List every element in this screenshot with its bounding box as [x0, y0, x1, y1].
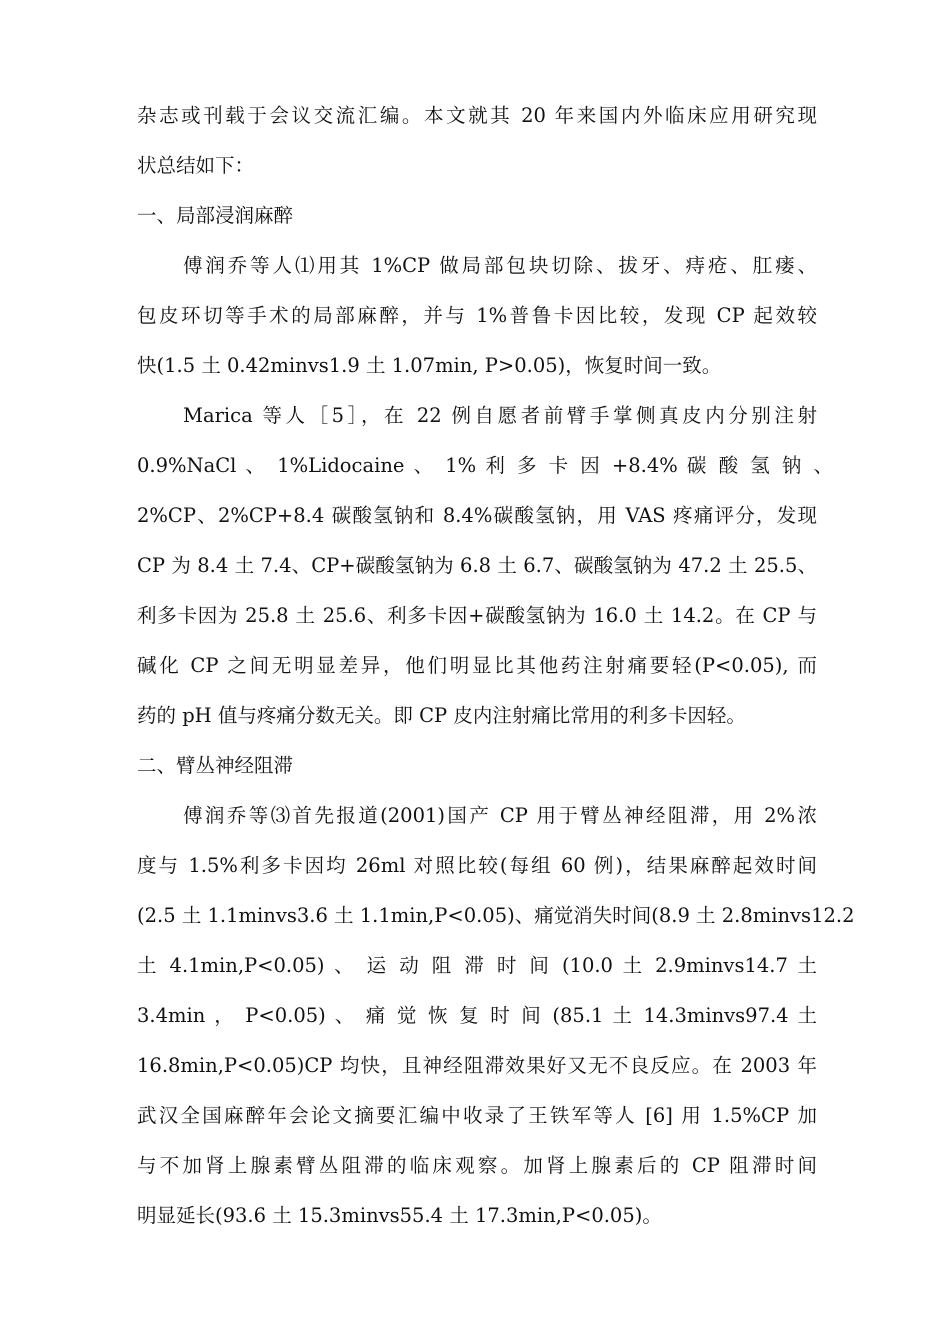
paragraph-line: Marica 等人［5］，在 22 例自愿者前臂手掌侧真皮内分别注射 [183, 404, 817, 427]
paragraph-line: 度与 1.5%利多卡因均 26ml 对照比较(每组 60 例)，结果麻醉起效时间 [137, 854, 817, 877]
paragraph-line: 利多卡因为 25.8 土 25.6、利多卡因+碳酸氢钠为 16.0 土 14.2。在 CP 与 [137, 604, 817, 627]
section-heading-brachial-plexus: 二、臂丛神经阻滞 [137, 754, 294, 777]
paragraph-line: 武汉全国麻醉年会论文摘要汇编中收录了王铁军等人 [6] 用 1.5%CP 加 [137, 1104, 817, 1127]
paragraph-line: 2%CP、2%CP+8.4 碳酸氢钠和 8.4%碳酸氢钠，用 VAS 疼痛评分，发现 [137, 504, 817, 527]
paragraph-line: 0.9%NaCl 、 1%Lidocaine 、 1% 利 多 卡 因 +8.4% 碳 酸 氢 钠 、 [137, 454, 833, 477]
paragraph-line: 3.4min ， P<0.05) 、 痛 觉 恢 复 时 间 (85.1 土 14.3minvs97.4 土 [137, 1004, 817, 1027]
paragraph-line: 明显延长(93.6 土 15.3minvs55.4 土 17.3min,P<0.05)。 [137, 1204, 662, 1227]
paragraph-line: 快(1.5 土 0.42minvs1.9 土 1.07min, P>0.05)，恢复时间一致。 [137, 354, 722, 377]
paragraph-line: CP 为 8.4 土 7.4、CP+碳酸氢钠为 6.8 土 6.7、碳酸氢钠为 47.2 土 25.5、 [137, 554, 817, 577]
paragraph-line: 药的 pH 值与疼痛分数无关。即 CP 皮内注射痛比常用的利多卡因轻。 [137, 704, 746, 727]
paragraph-line: 状总结如下： [137, 154, 255, 177]
paragraph-line: 16.8min,P<0.05)CP 均快，且神经阻滞效果好又无不良反应。在 2003 年 [137, 1054, 817, 1077]
paragraph-line: 与不加肾上腺素臂丛阻滞的临床观察。加肾上腺素后的 CP 阻滞时间 [137, 1154, 817, 1177]
paragraph-line: 土 4.1min,P<0.05) 、 运 动 阻 滞 时 间 (10.0 土 2.9minvs14.7 土 [137, 954, 817, 977]
paragraph-line: 傅润乔等人⑴用其 1%CP 做局部包块切除、拔牙、痔疮、肛瘘、 [183, 254, 817, 277]
paragraph-line: 碱化 CP 之间无明显差异，他们明显比其他药注射痛要轻(P<0.05), 而 [137, 654, 817, 677]
paragraph-line: 杂志或刊载于会议交流汇编。本文就其 20 年来国内外临床应用研究现 [137, 104, 817, 127]
paragraph-line: 包皮环切等手术的局部麻醉，并与 1%普鲁卡因比较，发现 CP 起效较 [137, 304, 817, 327]
paragraph-line: (2.5 土 1.1minvs3.6 土 1.1min,P<0.05)、痛觉消失时间(8.9 土 2.8minvs12.2 [137, 904, 855, 927]
paragraph-line: 傅润乔等⑶首先报道(2001)国产 CP 用于臂丛神经阻滞，用 2%浓 [183, 804, 817, 827]
section-heading-local-infiltration: 一、局部浸润麻醉 [137, 204, 294, 227]
